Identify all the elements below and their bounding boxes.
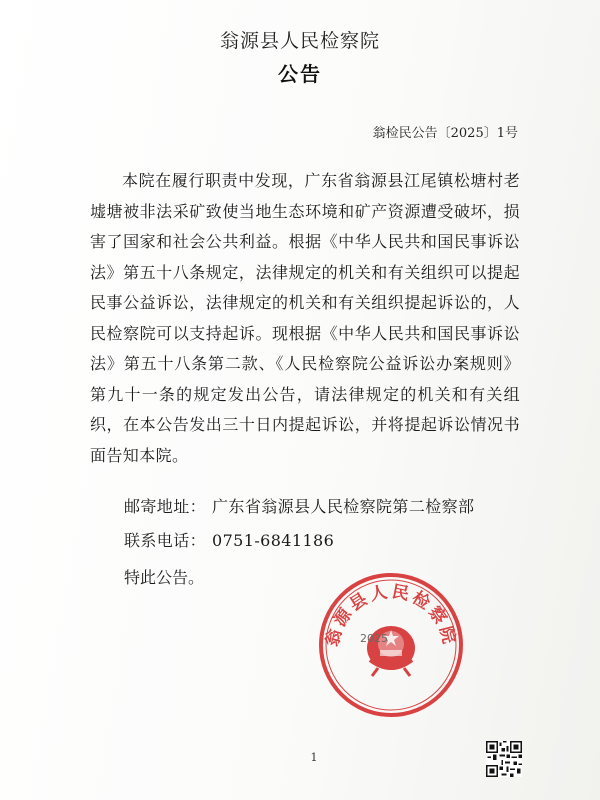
seal-date-fragment: 2025 — [360, 632, 388, 645]
page-number: 1 — [310, 751, 318, 764]
mailing-address-label: 邮寄地址： — [124, 497, 207, 516]
official-seal — [318, 572, 464, 718]
phone-line — [124, 528, 334, 551]
phone-value: 0751-6841186 — [212, 531, 335, 550]
document-title: 公告 — [278, 62, 322, 86]
announcement-body: 本院在履行职责中发现，广东省翁源县江尾镇松塘村老墟塘被非法采矿致使当地生态环境和矿产资源遭受破坏，损害了国家和社会公共利益。根据《中华人民共和国民事诉讼法》第五十八条规定，法律规定的机关和有关组织可以提起民事公益诉讼，法律规定的机关和有关组织提起诉讼的，人民检察院可以支持起诉。现根据《中华人民共和国民事诉讼法》第五十八条第二款、《人民检察院公益诉讼办案规则》第九十一条的规定发出公告，请法律规定的机关和有关组织，在本公告发出三十日内提起诉讼，并将提起诉讼情况书面告知本院。 — [90, 171, 520, 465]
mailing-address-value: 广东省翁源县人民检察院第二检察部 — [212, 497, 475, 516]
phone-label: 联系电话： — [124, 531, 207, 550]
closing-statement: 特此公告。 — [124, 568, 205, 587]
issuing-organization: 翁源县人民检察院 — [219, 30, 380, 52]
seal-text: 翁源县人民检察院 — [322, 581, 460, 649]
mailing-address-line — [124, 494, 474, 517]
document-number: 翁检民公告〔2025〕1号 — [372, 126, 518, 141]
qr-code-icon — [486, 741, 522, 777]
